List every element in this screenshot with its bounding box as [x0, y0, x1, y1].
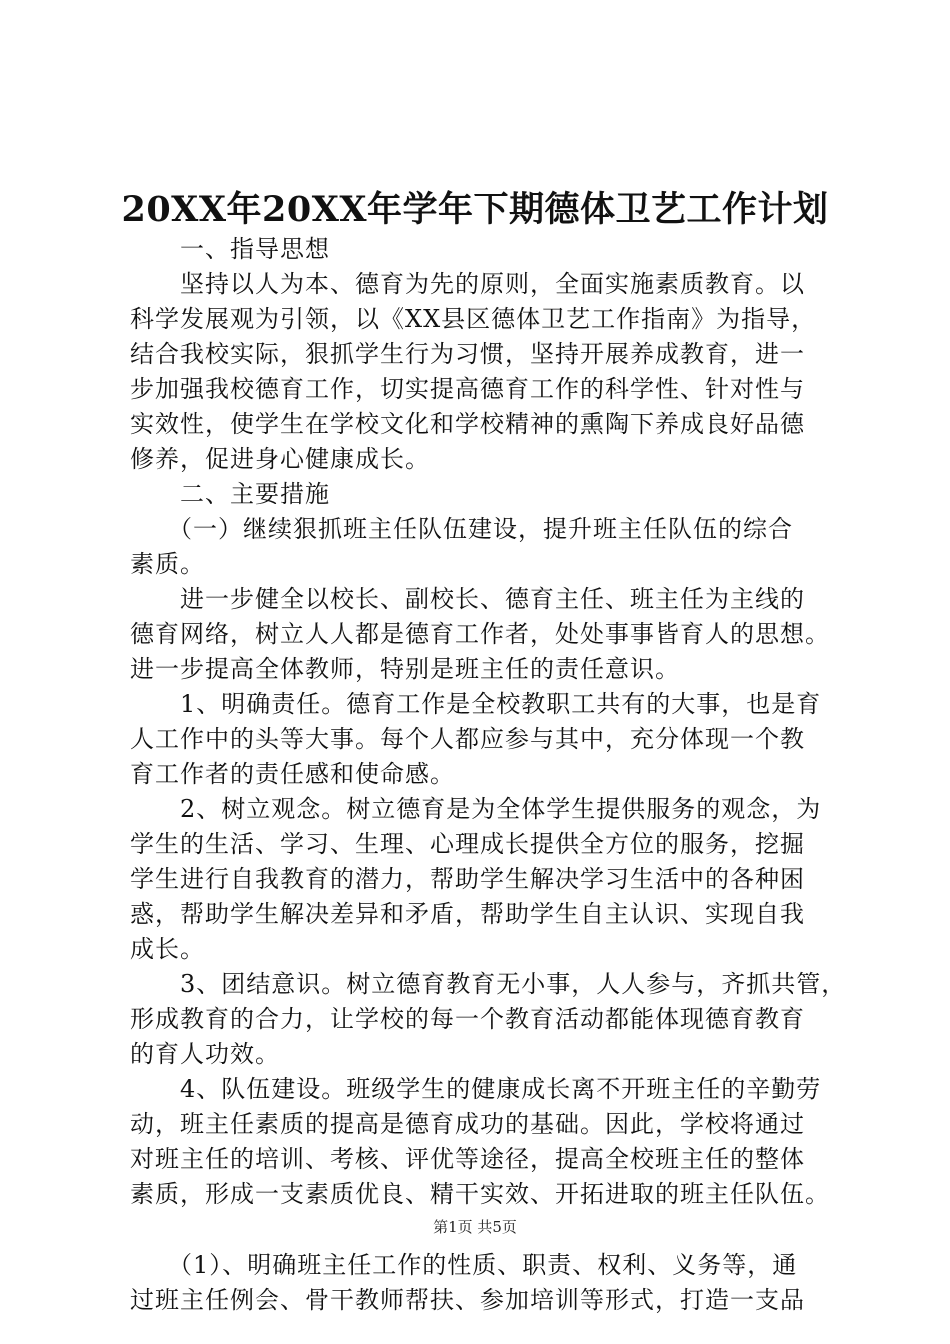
text-line: 育工作者的责任感和使命感。 [130, 760, 455, 788]
text-line: 素质。 [130, 550, 205, 578]
text-line: 修养，促进身心健康成长。 [130, 445, 430, 473]
text-line: 过班主任例会、骨干教师帮扶、参加培训等形式，打造一支品 [130, 1286, 805, 1314]
text-line: 素质，形成一支素质优良、精干实效、开拓进取的班主任队伍。 [130, 1180, 830, 1208]
text-line: 人工作中的头等大事。每个人都应参与其中，充分体现一个教 [130, 725, 805, 753]
text-line: 进一步提高全体教师，特别是班主任的责任意识。 [130, 655, 680, 683]
text-line: 结合我校实际，狠抓学生行为习惯，坚持开展养成教育，进一 [130, 340, 805, 368]
text-line: 动，班主任素质的提高是德育成功的基础。因此，学校将通过 [130, 1110, 805, 1138]
text-line: 对班主任的培训、考核、评优等途径，提高全校班主任的整体 [130, 1145, 805, 1173]
text-line: 2、树立观念。树立德育是为全体学生提供服务的观念，为 [130, 795, 822, 823]
document-title: 20XX年20XX年学年下期德体卫艺工作计划 [121, 189, 829, 230]
text-line: 形成教育的合力，让学校的每一个教育活动都能体现德育教育 [130, 1005, 805, 1033]
page-number-footer: 第1页 共5页 [433, 1218, 517, 1236]
text-line: 1、明确责任。德育工作是全校教职工共有的大事，也是育 [130, 690, 822, 718]
text-line: 学生的生活、学习、生理、心理成长提供全方位的服务，挖掘 [130, 830, 805, 858]
text-line: 进一步健全以校长、副校长、德育主任、班主任为主线的 [130, 585, 805, 613]
text-line: 坚持以人为本、德育为先的原则，全面实施素质教育。以 [130, 270, 805, 298]
text-line: 学生进行自我教育的潜力，帮助学生解决学习生活中的各种困 [130, 865, 805, 893]
text-line: 3、团结意识。树立德育教育无小事，人人参与，齐抓共管， [130, 970, 847, 998]
text-line: 实效性，使学生在学校文化和学校精神的熏陶下养成良好品德 [130, 410, 805, 438]
text-line: 惑，帮助学生解决差异和矛盾，帮助学生自主认识、实现自我 [130, 900, 805, 928]
text-line: 一、指导思想 [130, 235, 330, 263]
text-line: 二、主要措施 [130, 480, 330, 508]
text-line: 科学发展观为引领，以《XX县区德体卫艺工作指南》为指导， [130, 305, 817, 333]
text-line: （一）继续狠抓班主任队伍建设，提升班主任队伍的综合 [130, 515, 793, 543]
document-body [130, 232, 847, 1318]
text-line: 4、队伍建设。班级学生的健康成长离不开班主任的辛勤劳 [130, 1075, 822, 1103]
text-line: 步加强我校德育工作，切实提高德育工作的科学性、针对性与 [130, 375, 805, 403]
text-line: 成长。 [130, 935, 205, 963]
text-line: （1）、明确班主任工作的性质、职责、权利、义务等，通 [130, 1251, 798, 1279]
text-line: 的育人功效。 [130, 1040, 280, 1068]
text-line: 德育网络，树立人人都是德育工作者，处处事事皆育人的思想。 [130, 620, 830, 648]
